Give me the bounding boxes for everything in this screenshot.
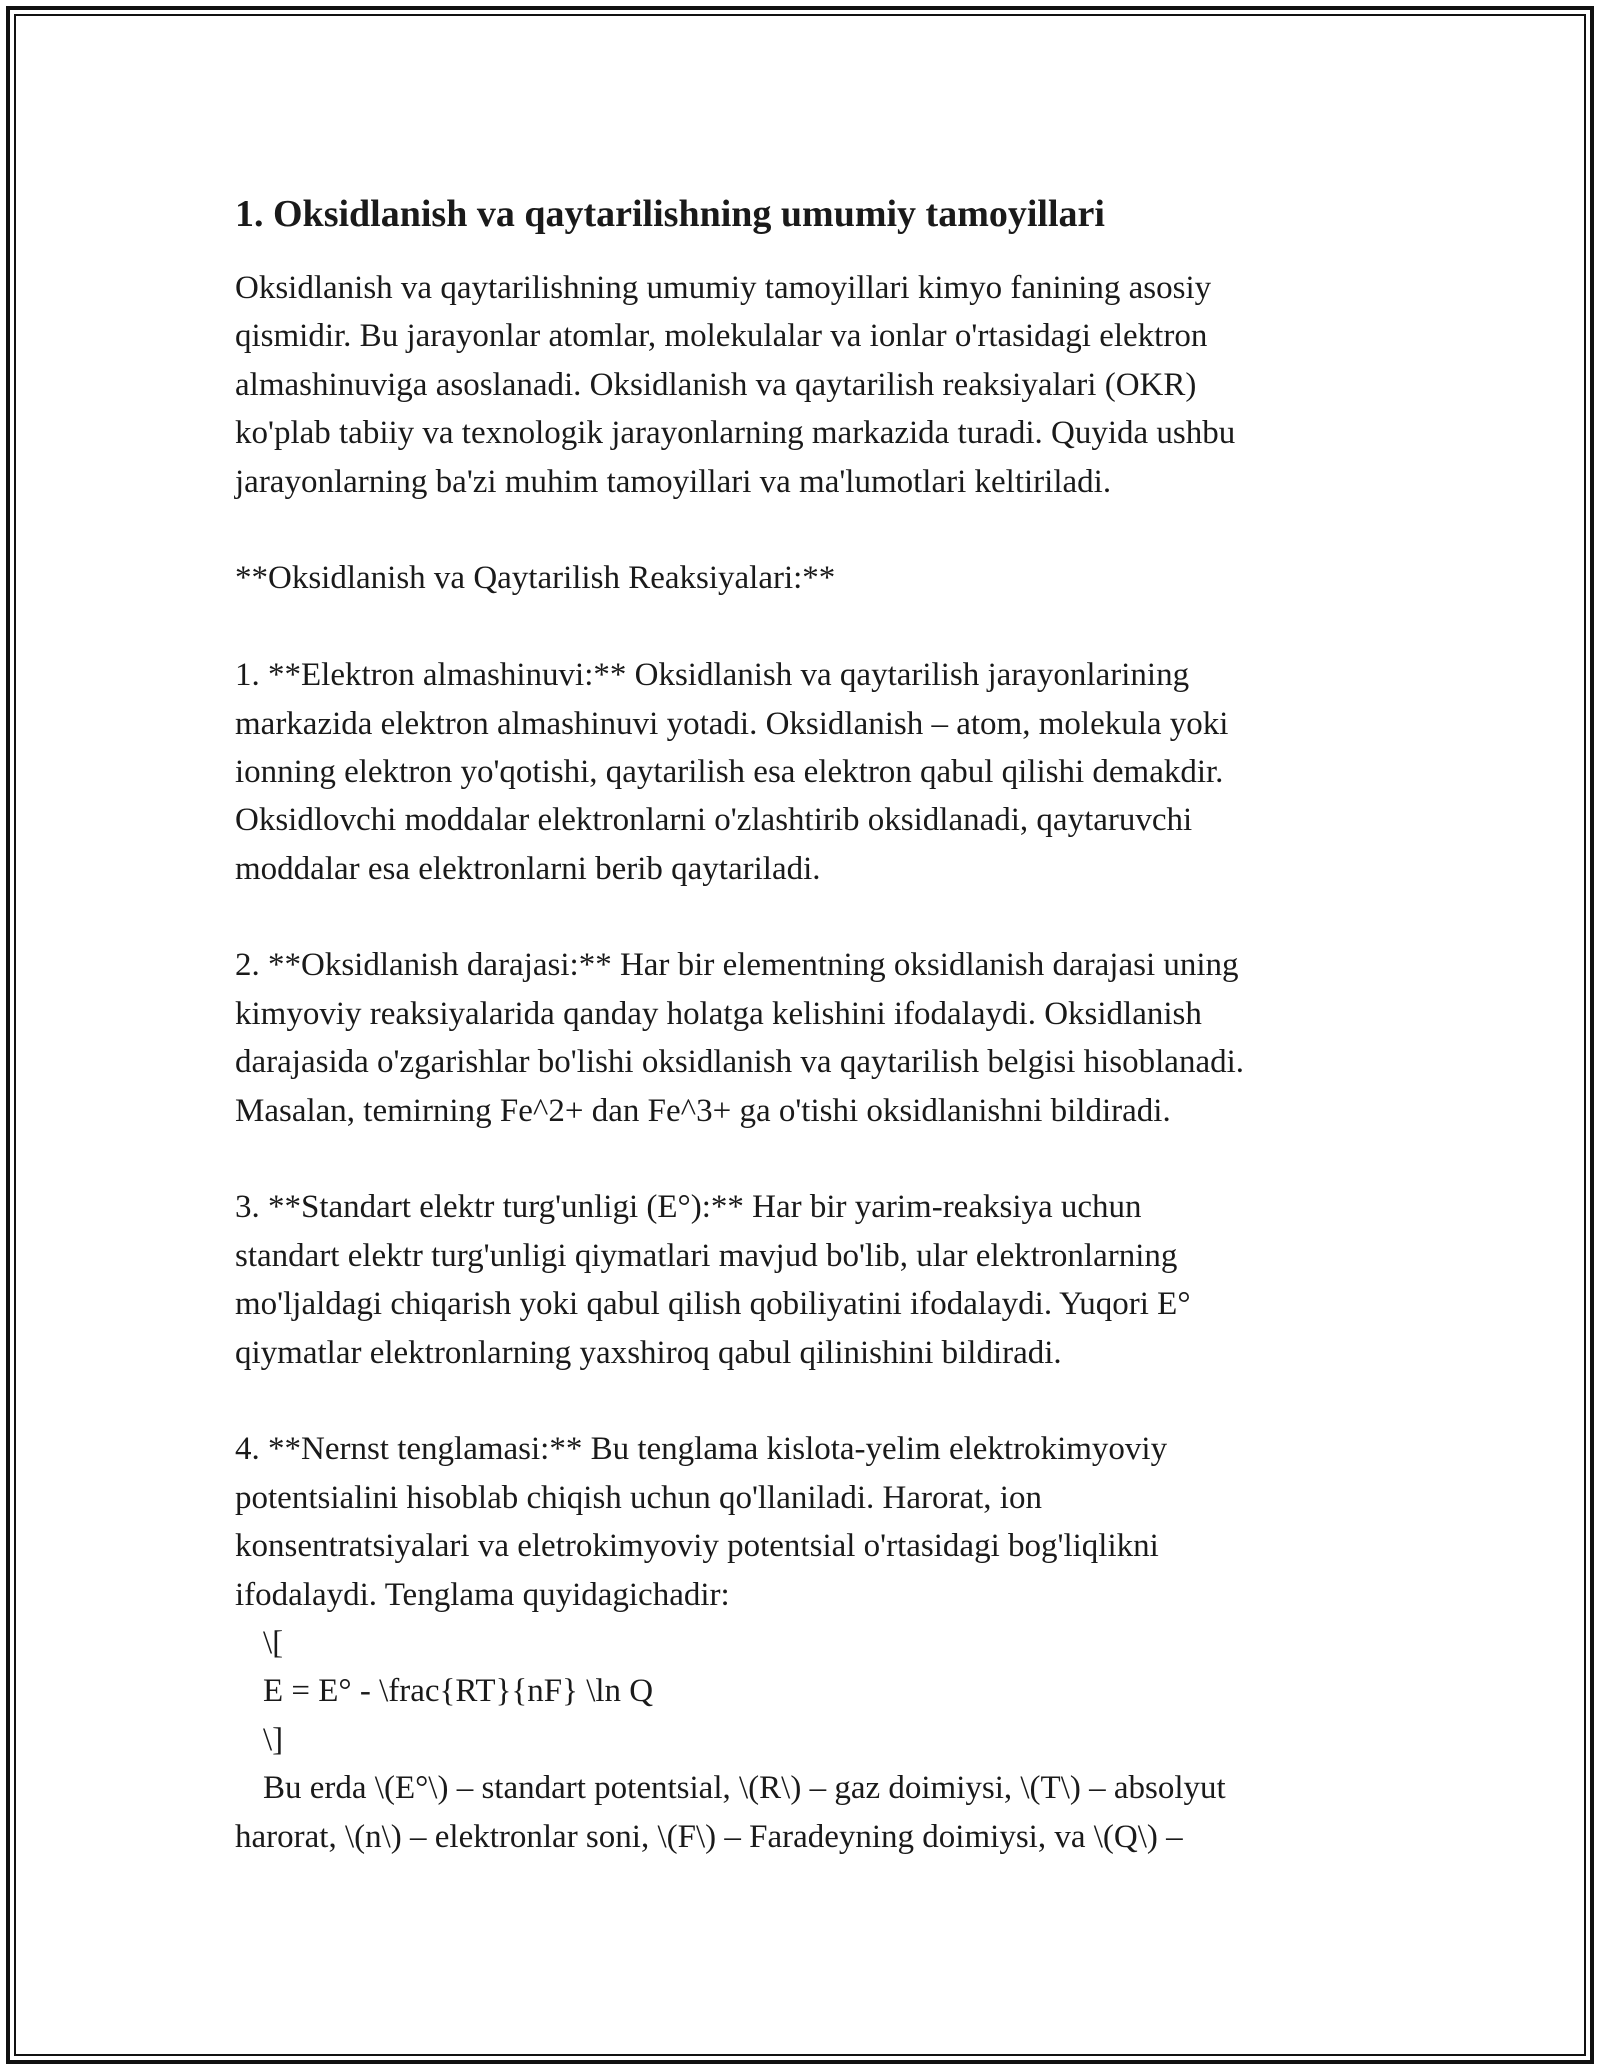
item2-line: 2. **Oksidlanish darajasi:** Har bir elementning oksidlanish darajasi uning [235,947,1239,984]
item2-line: Masalan, temirning Fe^2+ dan Fe^3+ ga o'tishi oksidlanishni bildiradi. [235,1092,1171,1129]
item4-line: ifodalaydi. Tenglama quyidagichadir: [235,1576,730,1613]
item1-line: moddalar esa elektronlarni berib qaytariladi. [235,850,821,887]
item2-line: darajasida o'zgarishlar bo'lishi oksidlanish va qaytarilish belgisi hisoblanadi. [235,1044,1245,1081]
intro-line: ko'plab tabiiy va texnologik jarayonlarning markazida turadi. Quyida ushbu [235,415,1236,452]
intro-line: almashinuviga asoslanadi. Oksidlanish va qaytarilish reaksiyalari (OKR) [235,366,1197,403]
document-body [235,186,1375,1861]
item1-line: Oksidlovchi moddalar elektronlarni o'zlashtirib oksidlanadi, qaytaruvchi [235,802,1193,839]
item2-line: kimyoviy reaksiyalarida qanday holatga kelishini ifodalaydi. Oksidlanish [235,995,1202,1032]
paragraph-gap [235,893,1375,941]
item4-line: potentsialini hisoblab chiqish uchun qo'llaniladi. Harorat, ion [235,1479,1042,1516]
item4-line: 4. **Nernst tenglamasi:** Bu tenglama kislota-yelim elektrokimyoviy [235,1431,1168,1468]
paragraph-gap [235,1377,1375,1425]
formula-close: \] [263,1721,284,1758]
intro-line: Oksidlanish va qaytarilishning umumiy tamoyillari kimyo fanining asosiy [235,270,1212,306]
item3-line: standart elektr turg'unligi qiymatlari mavjud bo'lib, ular elektronlarning [235,1237,1178,1274]
section-heading: **Oksidlanish va Qaytarilish Reaksiyalari:** [235,560,836,597]
paragraph-gap [235,1135,1375,1183]
item1-line: markazida elektron almashinuvi yotadi. Oksidlanish – atom, molekula yoki [235,705,1229,742]
item3-line: 3. **Standart elektr turg'unligi (E°):** Har bir yarim-reaksiya uchun [235,1189,1142,1226]
item4-line: konsentratsiyalari va eletrokimyoviy potentsial o'rtasidagi bog'liqlikni [235,1528,1159,1565]
formula-explanation-cont: harorat, \(n\) – elektronlar soni, \(F\) – Faradeyning doimiysi, va \(Q\) – [235,1818,1183,1855]
item1-line: 1. **Elektron almashinuvi:** Oksidlanish va qaytarilish jarayonlarining [235,657,1190,694]
formula-open: \[ [263,1624,284,1661]
formula-explanation: Bu erda \(E°\) – standart potentsial, \(R\) – gaz doimiysi, \(T\) – absolyut [263,1770,1226,1807]
item3-line: mo'ljaldagi chiqarish yoki qabul qilish qobiliyatini ifodalaydi. Yuqori E° [235,1286,1191,1323]
paragraph-gap [235,603,1375,651]
page-title: 1. Oksidlanish va qaytarilishning umumiy tamoyillari [235,193,1105,235]
item1-line: ionning elektron yo'qotishi, qaytarilish esa elektron qabul qilishi demakdir. [235,753,1224,790]
intro-paragraph [235,264,1375,1861]
item3-line: qiymatlar elektronlarning yaxshiroq qabul qilinishini bildiradi. [235,1334,1062,1371]
formula-equation: E = E° - \frac{RT}{nF} \ln Q [263,1673,654,1710]
intro-line: jarayonlarning ba'zi muhim tamoyillari va ma'lumotlari keltiriladi. [235,463,1112,500]
intro-line: qismidir. Bu jarayonlar atomlar, molekulalar va ionlar o'rtasidagi elektron [235,318,1208,355]
paragraph-gap [235,506,1375,554]
